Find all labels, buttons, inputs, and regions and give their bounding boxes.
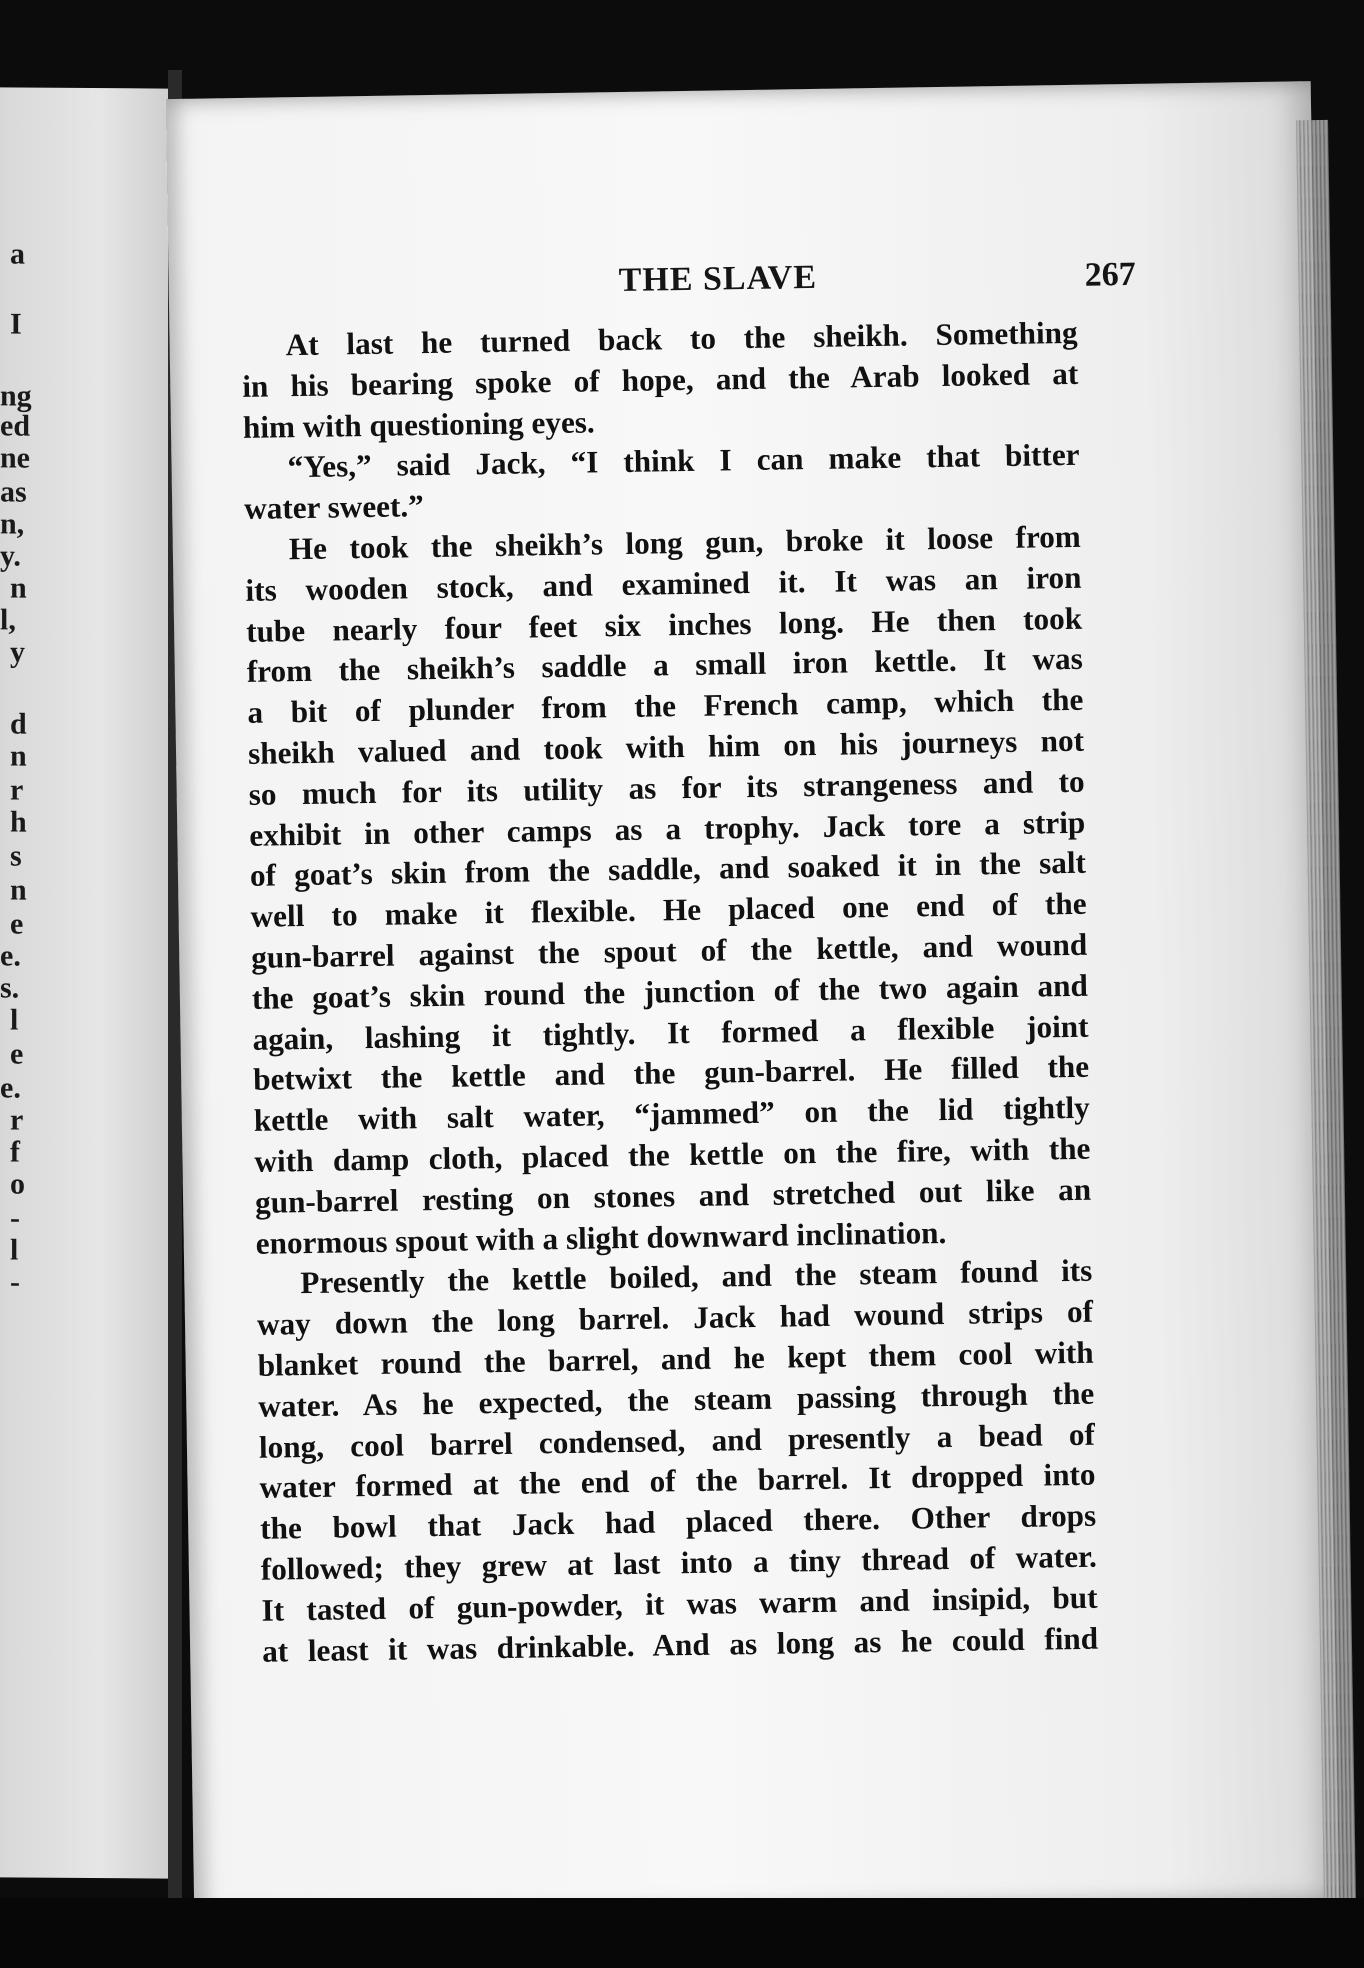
facing-page-fragment: I [10,307,22,341]
text-line: He took the sheikh’s long gun, broke it loose from [288,518,1082,567]
text-line: gun-barrel against the spout of the kettle, and wound [250,926,1088,975]
text-line: water sweet.” [243,488,425,527]
text-line: blanket round the barrel, and he kept them cool with [257,1334,1094,1383]
facing-page-fragment: n, [0,507,25,541]
text-line: It tasted of gun-powder, it was warm and insipid, but [261,1579,1098,1628]
facing-page-fragment: e. [0,1071,21,1105]
text-line: of goat’s skin from the saddle, and soaked it in the salt [249,845,1087,894]
text-line: him with questioning eyes. [242,404,595,445]
text-line: Presently the kettle boiled, and the steam found its [300,1253,1093,1301]
facing-page-fragment: n [10,571,27,605]
text-line: again, lashing it tightly. It formed a flexible joint [252,1008,1089,1057]
facing-page-fragment: h [10,805,27,839]
text-line: the goat’s skin round the junction of the two again and [251,967,1089,1016]
text-line: so much for its utility as for its strangeness and to [248,763,1085,812]
facing-page-fragment: d [10,707,27,741]
text-line: well to make it flexible. He placed one end of the [250,885,1087,935]
text-line: a bit of plunder from the French camp, which the [247,681,1084,731]
text-line: kettle with salt water, “jammed” on the lid tightly [253,1089,1091,1138]
facing-page-fragment: - [10,1201,20,1235]
text-line: from the sheikh’s saddle a small iron kettle. It was [246,641,1083,690]
facing-page-fragment: e [10,1037,24,1071]
facing-page-fragment: - [10,1265,20,1299]
text-line: followed; they grew at last into a tiny thread of water. [260,1538,1098,1587]
facing-page-fragment: ng [0,379,32,413]
page-header [168,251,1314,319]
facing-page-fragment: e. [0,939,21,973]
text-line: exhibit in other camps as a trophy. Jack tore a strip [249,804,1086,853]
left-facing-page [0,87,168,1878]
right-page [166,81,1339,1919]
facing-page-fragment: n [10,739,27,773]
facing-page-fragment: as [0,475,27,509]
running-head: THE SLAVE [618,258,818,300]
facing-page-fragment: y. [0,539,21,573]
text-line: in his bearing spoke of hope, and the Arab looked at [242,355,1079,404]
body-text [241,313,1098,1672]
text-line: “Yes,” said Jack, “I think I can make that bitter [287,437,1080,485]
text-line: with damp cloth, placed the kettle on the fire, with the [254,1130,1091,1179]
facing-page-fragment: o [10,1167,25,1201]
text-line: sheikh valued and took with him on his journeys not [247,722,1085,771]
facing-page-fragment: ed [0,409,30,443]
facing-page-fragment: s [10,839,22,873]
facing-page-fragment: r [10,773,24,807]
text-line: its wooden stock, and examined it. It was an iron [245,559,1082,608]
facing-page-fragment: n [10,873,27,907]
text-line: water. As he expected, the steam passing through the [258,1375,1095,1424]
facing-page-fragment: r [10,1103,24,1137]
bottom-shadow [0,1898,1364,1968]
text-line: gun-barrel resting on stones and stretched out like an [254,1171,1092,1220]
text-line: way down the long barrel. Jack had wound strips of [256,1293,1094,1342]
text-line: long, cool barrel condensed, and presently a bead of [258,1416,1096,1465]
page-number: 267 [1084,255,1136,294]
facing-page-fragment: l [10,1233,19,1267]
text-line: At last he turned back to the sheikh. Something [285,314,1078,363]
facing-page-fragment: a [10,237,25,271]
text-line: water formed at the end of the barrel. It dropped into [259,1456,1096,1506]
text-line: at least it was drinkable. And as long as he could find [261,1620,1099,1669]
facing-page-fragment: l [10,1003,19,1037]
text-line: tube nearly four feet six inches long. He then took [245,600,1083,649]
facing-page-fragment: ne [0,441,30,475]
facing-page-fragment: e [10,907,24,941]
text-line: the bowl that Jack had placed there. Other drops [259,1497,1097,1546]
text-line: betwixt the kettle and the gun-barrel. He filled the [252,1049,1090,1098]
text-line: enormous spout with a slight downward inclination. [255,1214,947,1261]
facing-page-fragment: s. [0,971,20,1005]
facing-page-fragment: y [10,635,25,669]
facing-page-fragment: f [10,1135,20,1169]
facing-page-fragment: l, [0,603,16,637]
